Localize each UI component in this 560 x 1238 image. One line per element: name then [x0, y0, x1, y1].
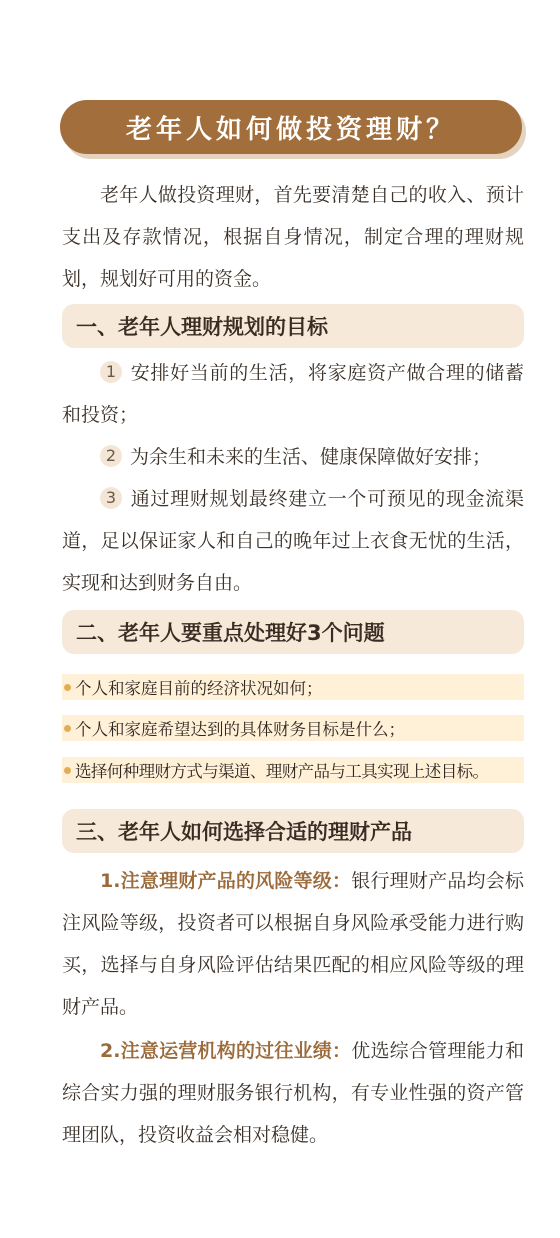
- list-item: [62, 715, 524, 741]
- bullet-dot-icon: [64, 767, 71, 774]
- title-banner: [60, 100, 522, 154]
- goal-item-3: [62, 478, 524, 604]
- section-3-header: [62, 809, 524, 853]
- bullet-text: 个人和家庭希望达到的具体财务目标是什么；: [75, 720, 405, 739]
- point-1-lead: 1.注意理财产品的风险等级：: [100, 870, 352, 892]
- product-point-2: [62, 1030, 524, 1156]
- bullet-text: 个人和家庭目前的经济状况如何；: [75, 679, 323, 698]
- section-2-header: [62, 610, 524, 654]
- section-3-heading: 三、老年人如何选择合适的理财产品: [76, 820, 412, 844]
- bullet-dot-icon: [64, 684, 71, 691]
- section-2-heading: 二、老年人要重点处理好3个问题: [76, 621, 385, 645]
- goal-item-2-text: 为余生和未来的生活、健康保障做好安排；: [130, 446, 492, 468]
- bullet-dot-icon: [64, 725, 71, 732]
- section-1-header: [62, 304, 524, 348]
- section-1-heading: 一、老年人理财规划的目标: [76, 315, 328, 339]
- goal-item-2: [62, 436, 524, 478]
- list-item: [62, 757, 524, 783]
- number-badge: 1: [100, 361, 122, 383]
- goal-item-3-text: 通过理财规划最终建立一个可预见的现金流渠道，足以保证家人和自己的晚年过上衣食无忧的生活，实现和达到财务自由。: [62, 488, 524, 594]
- number-badge: 2: [100, 445, 122, 467]
- bullet-text: 选择何种理财方式与渠道、理财产品与工具实现上述目标。: [75, 762, 489, 781]
- goal-item-1: [62, 352, 524, 436]
- product-point-1: [62, 860, 524, 1028]
- goal-item-1-text: 安排好当前的生活，将家庭资产做合理的储蓄和投资；: [62, 362, 524, 426]
- page-title: 老年人如何做投资理财？: [125, 114, 456, 145]
- point-2-lead: 2.注意运营机构的过往业绩：: [100, 1040, 352, 1062]
- list-item: [62, 674, 524, 700]
- point-2-text: 优选综合管理能力和综合实力强的理财服务银行机构，有专业性强的资产管理团队，投资收益会相对稳健。: [62, 1040, 524, 1146]
- number-badge: 3: [100, 487, 122, 509]
- intro-paragraph: 老年人做投资理财，首先要清楚自己的收入、预计支出及存款情况，根据自身情况，制定合理的理财规划，规划好可用的资金。: [62, 184, 524, 290]
- point-1-text: 银行理财产品均会标注风险等级，投资者可以根据自身风险承受能力进行购买，选择与自身风险评估结果匹配的相应风险等级的理财产品。: [62, 870, 524, 1018]
